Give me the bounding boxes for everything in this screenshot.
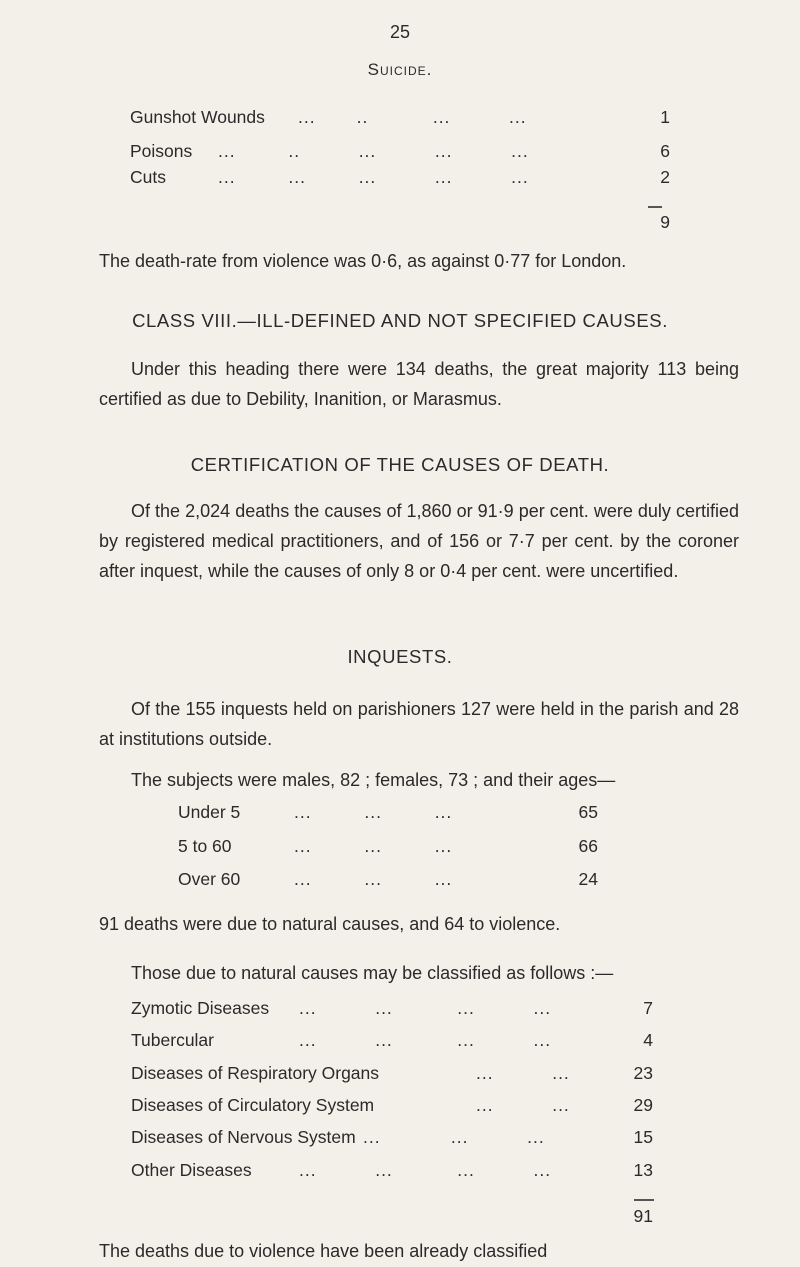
inquests-paragraph: Of the 155 inquests held on parishioners 127 were held in the parish and 28 at institutions outside. [99,699,739,749]
suicide-row-value: 6 [660,141,670,161]
leader-dots: ... ... ... ... ... [218,167,529,187]
page-number: 25 [389,22,411,42]
suicide-row-label: Gunshot Wounds [130,107,265,127]
cause-value: 13 [633,1160,653,1180]
suicide-row-value: 1 [660,107,670,127]
leader-dots: ... ... ... ... [299,998,552,1018]
leader-dots: ... ... [476,1063,570,1083]
leader-dots: ... .. ... ... [298,107,527,127]
total-rule [634,1199,654,1201]
leader-dots: ... ... ... [294,802,453,822]
suicide-row-value: 2 [660,167,670,187]
certification-heading: CERTIFICATION OF THE CAUSES OF DEATH. [190,454,610,475]
natural-violence-line: 91 deaths were due to natural causes, and 64 to violence. [99,914,561,934]
cause-value: 7 [643,998,653,1018]
leader-dots: ... ... ... ... [299,1030,552,1050]
age-value: 66 [578,836,598,856]
leader-dots: ... ... ... [294,869,453,889]
inquests-heading: INQUESTS. [347,646,453,667]
classification-intro: Those due to natural causes may be classified as follows :— [131,963,614,983]
subjects-line: The subjects were males, 82 ; females, 73 ; and their ages— [131,770,616,790]
cause-value: 23 [633,1063,653,1083]
cause-label: Diseases of Nervous System [131,1127,356,1147]
cause-value: 15 [633,1127,653,1147]
cause-label: Tubercular [131,1030,214,1050]
cause-value: 4 [643,1030,653,1050]
age-label: Over 60 [178,869,241,889]
class8-paragraph: Under this heading there were 134 deaths, the great majority 113 being certified as due to Debility, Inanition, or Marasmus. [99,359,739,409]
leader-dots: ... ... ... [294,836,453,856]
cause-label: Diseases of Respiratory Organs [131,1063,380,1083]
suicide-heading: Suicide. [367,60,433,79]
causes-total: 91 [633,1206,653,1226]
class8-heading: CLASS VIII.—ILL-DEFINED AND NOT SPECIFIED CAUSES. [132,310,668,331]
leader-dots: ... ... ... ... [299,1160,552,1180]
suicide-row-label: Poisons [130,141,193,161]
cause-label: Zymotic Diseases [131,998,270,1018]
cause-label: Other Diseases [131,1160,252,1180]
age-label: Under 5 [178,802,241,822]
cause-value: 29 [633,1095,653,1115]
suicide-row-label: Cuts [130,167,166,187]
suicide-total: 9 [660,212,670,232]
leader-dots: ... ... [476,1095,570,1115]
certification-paragraph: Of the 2,024 deaths the causes of 1,860 or 91·9 per cent. were duly certified by registered medical practitioners, and of 156 or 7·7 per cent. by the coroner after inquest, while the causes of only 8 or 0·4 per cent. were uncertified. [99,501,739,581]
total-rule [648,206,662,208]
closing-line: The deaths due to violence have been already classified [99,1241,548,1261]
age-value: 24 [578,869,598,889]
cause-label: Diseases of Circulatory System [131,1095,375,1115]
violence-rate-note: The death-rate from violence was 0·6, as against 0·77 for London. [99,251,627,271]
leader-dots: ... ... ... [363,1127,545,1147]
age-value: 65 [578,802,598,822]
age-label: 5 to 60 [178,836,232,856]
leader-dots: ... .. ... ... ... [218,141,529,161]
